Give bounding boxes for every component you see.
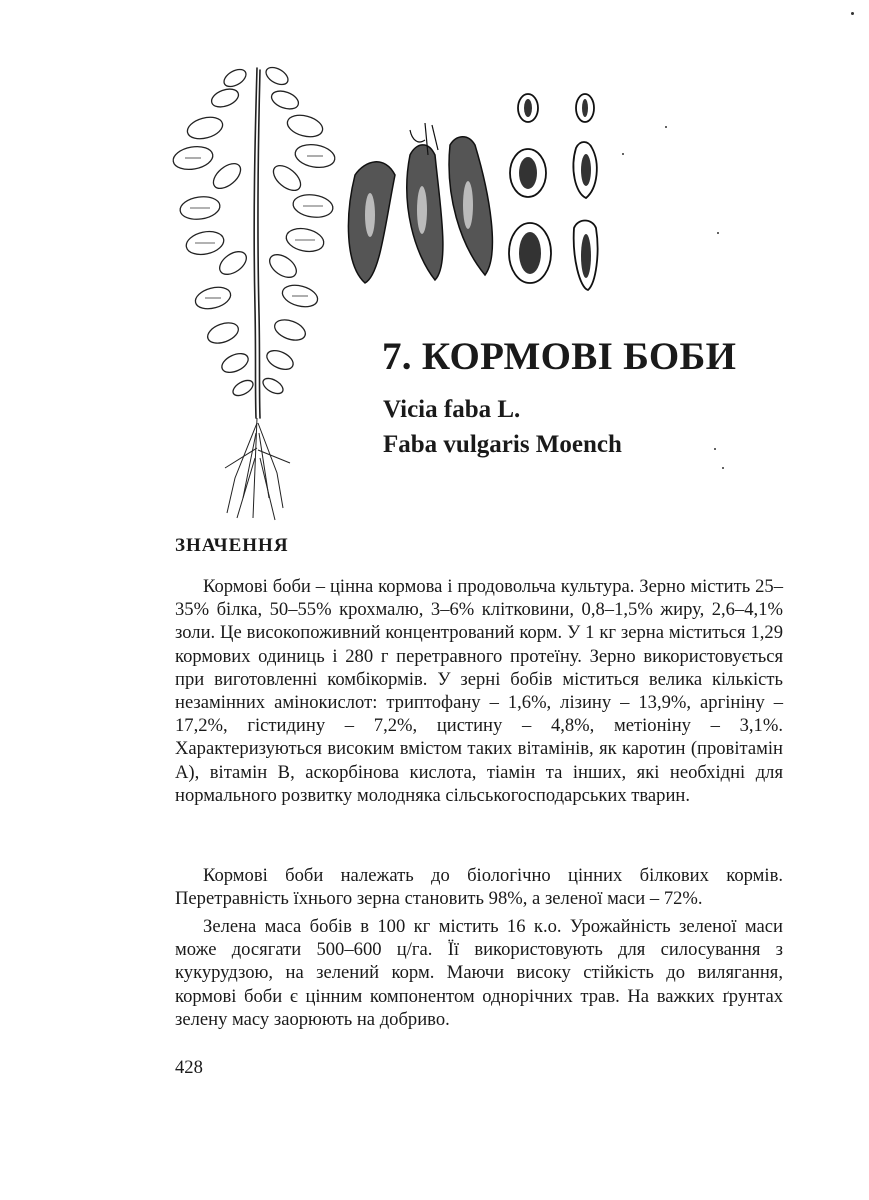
scan-speck bbox=[722, 467, 724, 469]
latin-name-synonym: Faba vulgaris Moench bbox=[383, 431, 622, 458]
paragraph-nutritional-value: Кормові боби – цінна кормова і продовольча культура. Зерно містить 25–35% білка, 50–55% крохмалю, 3–6% клітковини, 0,8–1,5% жиру, 2,6–4,1% золи. Це високопоживний концентрований корм. У 1 кг зерна міститься 1,29 кормових одиниць і 280 г перетравного протеїну. Зерно використовується при виготовленні комбікормів. У зерні бобів міститься велика кількість незамінних амінокислот: триптофану – 1,6%, лізину – 13,9%, аргініну – 17,2%, гістидину – 7,2%, цистину – 4,8%, метіоніну – 3,1%. Характеризуються високим вмістом таких вітамінів, як каротин (провітамін А), вітамін В, аскорбінова кислота, тіамін та інших, які необхідні для нормального розвитку молодняка сільськогосподарських тварин. bbox=[175, 576, 783, 806]
page-number: 428 bbox=[175, 1057, 203, 1078]
scan-speck bbox=[714, 448, 716, 450]
scan-speck bbox=[622, 153, 624, 155]
scan-speck bbox=[717, 232, 719, 234]
chapter-title: 7. КОРМОВІ БОБИ bbox=[382, 335, 737, 378]
paragraph-digestibility: Кормові боби належать до біологічно цінних білкових кормів. Перетравність їхнього зерна становить 98%, а зеленої маси – 72%. bbox=[175, 865, 783, 910]
scan-speck bbox=[851, 12, 854, 15]
paragraph-green-mass: Зелена маса бобів в 100 кг містить 16 к.о. Урожайність зеленої маси може досягати 500–600 ц/га. Її використовують для силосування з кукурудзою, на зелений корм. Маючи високу стійкість до вилягання, кормові боби є цінним компонентом однорічних трав. На важких ґрунтах зелену масу заорюють на добриво. bbox=[175, 916, 783, 1030]
bean-pods-illustration bbox=[340, 115, 515, 290]
scan-speck bbox=[665, 126, 667, 128]
faba-bean-plant-illustration bbox=[165, 58, 350, 523]
latin-name-primary: Vicia faba L. bbox=[383, 396, 521, 423]
bean-seeds-illustration bbox=[500, 88, 615, 293]
section-heading: ЗНАЧЕННЯ bbox=[175, 535, 289, 556]
